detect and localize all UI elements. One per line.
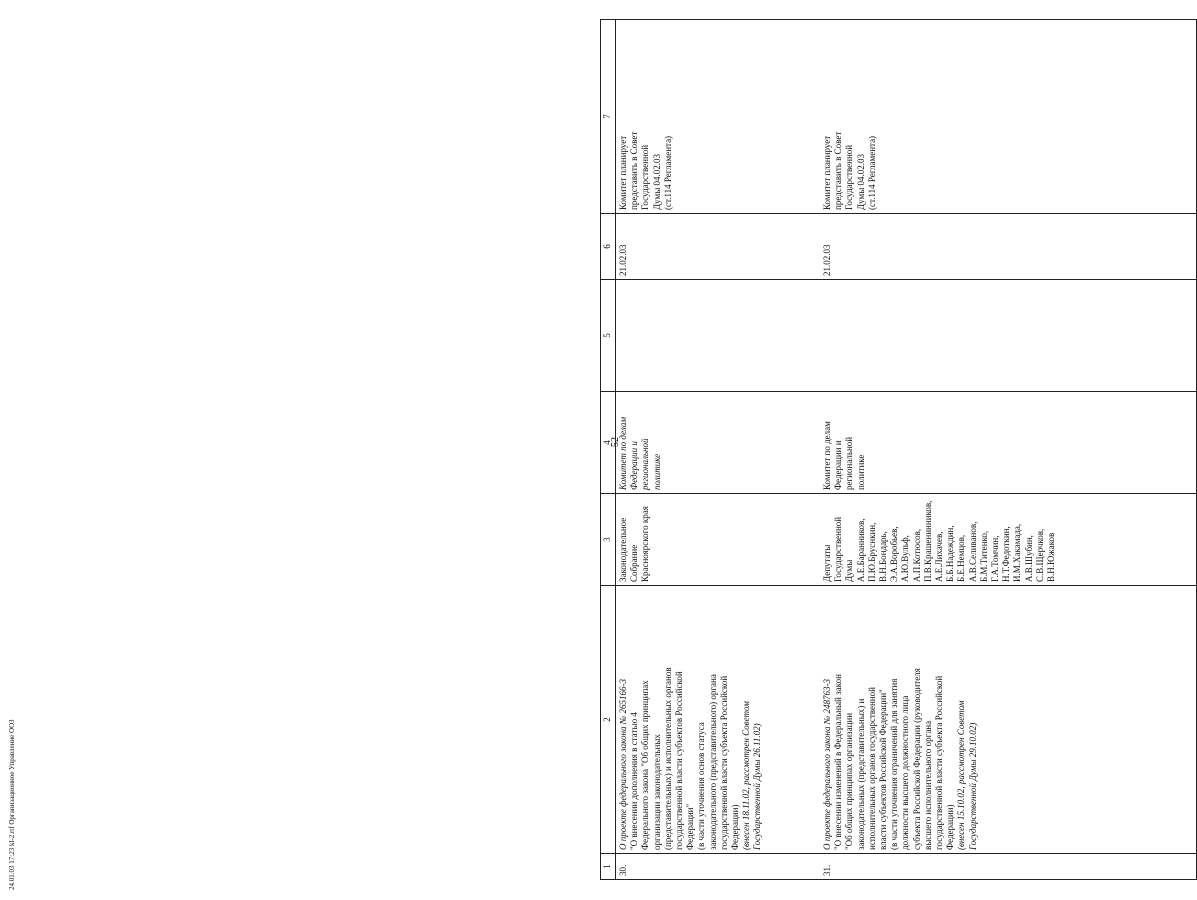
text-line: Депутаты xyxy=(822,544,832,582)
date-cell: 21.02.03 xyxy=(616,214,821,280)
text-line: представить в Совет xyxy=(629,131,640,210)
header-cell: 4 xyxy=(601,392,616,494)
col5-cell xyxy=(820,280,1197,392)
table-row xyxy=(616,20,821,880)
committee-cell xyxy=(616,392,821,494)
table-row xyxy=(820,20,1197,880)
text-line: "Об общих принципах организации xyxy=(844,712,855,850)
header-cell: 2 xyxy=(601,586,616,854)
text-line: Федерации и xyxy=(629,441,640,490)
text-line: Комитет по делам xyxy=(618,416,628,490)
text-line: Г.А.Томчин, xyxy=(990,535,1001,582)
text-line: (ст.114 Регламента) xyxy=(866,135,877,210)
committee-cell xyxy=(820,392,1197,494)
text-line: Б.Е.Немцов, xyxy=(956,534,967,582)
header-cell: 3 xyxy=(601,494,616,586)
text-line: субъекта Российской Федерации (руководителя xyxy=(911,668,922,850)
text-line: А.В.Селиванов, xyxy=(967,521,978,582)
action-cell xyxy=(820,20,1197,214)
text-line: В.Н.Бондарь, xyxy=(878,531,889,582)
text-line: (представительных) и исполнительных органов xyxy=(662,667,673,850)
rotated-table-container xyxy=(600,20,1190,880)
bill-title-lines xyxy=(629,589,741,850)
col5-cell xyxy=(616,280,821,392)
text-line: А.Ю.Вульф, xyxy=(900,535,911,582)
text-line: П.В.Крашенинников, xyxy=(922,500,933,582)
text-line: (в части уточнения основ статуса xyxy=(696,722,707,850)
text-line: власти субъектов Российской Федерации" xyxy=(878,689,889,850)
text-line: Думы 04.02.03 xyxy=(855,153,866,210)
text-line: должности высшего должностного лица xyxy=(900,695,911,850)
text-line: (в части уточнения ограничений для занятия xyxy=(889,678,900,850)
bill-title-heading: О проекте федерального закона № 248763-3 xyxy=(822,679,832,850)
text-line: организации законодательных xyxy=(651,734,662,850)
header-cell: 5 xyxy=(601,280,616,392)
author-cell xyxy=(616,494,821,586)
text-line: государственной власти субъекта Российской xyxy=(934,675,945,850)
header-cell: 1 xyxy=(601,854,616,880)
text-line: Государственной Думы 26.11.02) xyxy=(752,723,763,850)
text-line: А.Е.Баранников, xyxy=(855,518,866,582)
bill-title-lines xyxy=(833,589,956,850)
text-line: Государственной xyxy=(833,516,844,582)
bill-note-lines xyxy=(956,589,978,850)
text-line: Б.М.Титенко, xyxy=(978,530,989,582)
text-line: представить в Совет xyxy=(833,131,844,210)
text-line: Комитет по делам xyxy=(822,421,832,490)
text-line: законодательного (представительного) органа xyxy=(707,674,718,850)
text-line: "О внесении дополнения в статью 4 xyxy=(629,712,640,850)
text-line: политике xyxy=(651,453,662,490)
author-cell xyxy=(820,494,1197,586)
text-line: Федерации" xyxy=(685,803,696,850)
text-line: Государственной Думы 29.10.02) xyxy=(967,722,978,850)
text-line: Федерации и xyxy=(833,440,844,490)
text-line: региональной xyxy=(640,438,651,490)
text-line: региональной xyxy=(844,436,855,490)
text-line: исполнительных органов государственной xyxy=(866,687,877,850)
text-line: В.Н.Южаков xyxy=(1046,532,1057,582)
text-line: государственной власти субъектов Российской xyxy=(674,671,685,850)
row-number: 31. xyxy=(820,854,1197,880)
text-line: Федерального закона "Об общих принципах xyxy=(640,680,651,850)
text-line: Б.Б.Надеждин, xyxy=(945,525,956,582)
text-line: "О внесении изменений в Федеральный закон xyxy=(833,674,844,850)
bill-title-heading: О проекте федерального закона № 265166-3 xyxy=(618,679,628,850)
text-line: Н.Т.Федоткин, xyxy=(1001,526,1012,582)
text-line: высшего исполнительного органа xyxy=(922,720,933,850)
text-line: Государственной xyxy=(640,144,651,210)
header-row xyxy=(601,20,616,880)
text-line: (внесен 18.11.02, рассмотрен Советом xyxy=(741,701,752,850)
text-line: Законодательное xyxy=(618,517,628,582)
action-cell xyxy=(616,20,821,214)
text-line: Федерации) xyxy=(945,804,956,850)
footer-text: 24.01.03 17:23 kl-2.rtf Организационное Управление ООЗ xyxy=(8,719,16,890)
row-number: 30. xyxy=(616,854,821,880)
header-cell: 7 xyxy=(601,20,616,214)
text-line: законодательных (представительных) и xyxy=(855,698,866,850)
text-line: Комитет планирует xyxy=(822,135,832,210)
text-line: Комитет планирует xyxy=(618,135,628,210)
text-line: С.В.Щерчков, xyxy=(1034,528,1045,582)
text-line: Федерации) xyxy=(730,804,741,850)
text-line: Государственной xyxy=(844,144,855,210)
bill-note-lines xyxy=(741,589,763,850)
text-line: П.Ю.Бруснкин, xyxy=(866,522,877,582)
page-number: 52 xyxy=(610,437,621,447)
text-line: И.М.Хакамада, xyxy=(1012,523,1023,582)
text-line: (внесен 15.10.02, рассмотрен Советом xyxy=(956,700,967,850)
text-line: Э.А.Воробьев, xyxy=(889,526,900,582)
text-line: Красноярского края xyxy=(640,506,651,582)
header-cell: 6 xyxy=(601,214,616,280)
text-line: политике xyxy=(855,454,866,490)
text-line: государственной власти субъекта Российской xyxy=(718,675,729,850)
text-line: (ст.114 Регламента) xyxy=(662,135,673,210)
text-line: А.Е.Лихачев, xyxy=(934,531,945,582)
text-line: Думы xyxy=(844,559,855,582)
bills-table xyxy=(600,19,1197,880)
bill-title-cell xyxy=(616,586,821,854)
text-line: Думы 04.02.03 xyxy=(651,153,662,210)
text-line: А.В.Шубин, xyxy=(1023,535,1034,582)
bill-title-cell xyxy=(820,586,1197,854)
date-cell: 21.02.03 xyxy=(820,214,1197,280)
text-line: А.П.Котюсов, xyxy=(911,528,922,582)
text-line: Собрание xyxy=(629,544,640,582)
